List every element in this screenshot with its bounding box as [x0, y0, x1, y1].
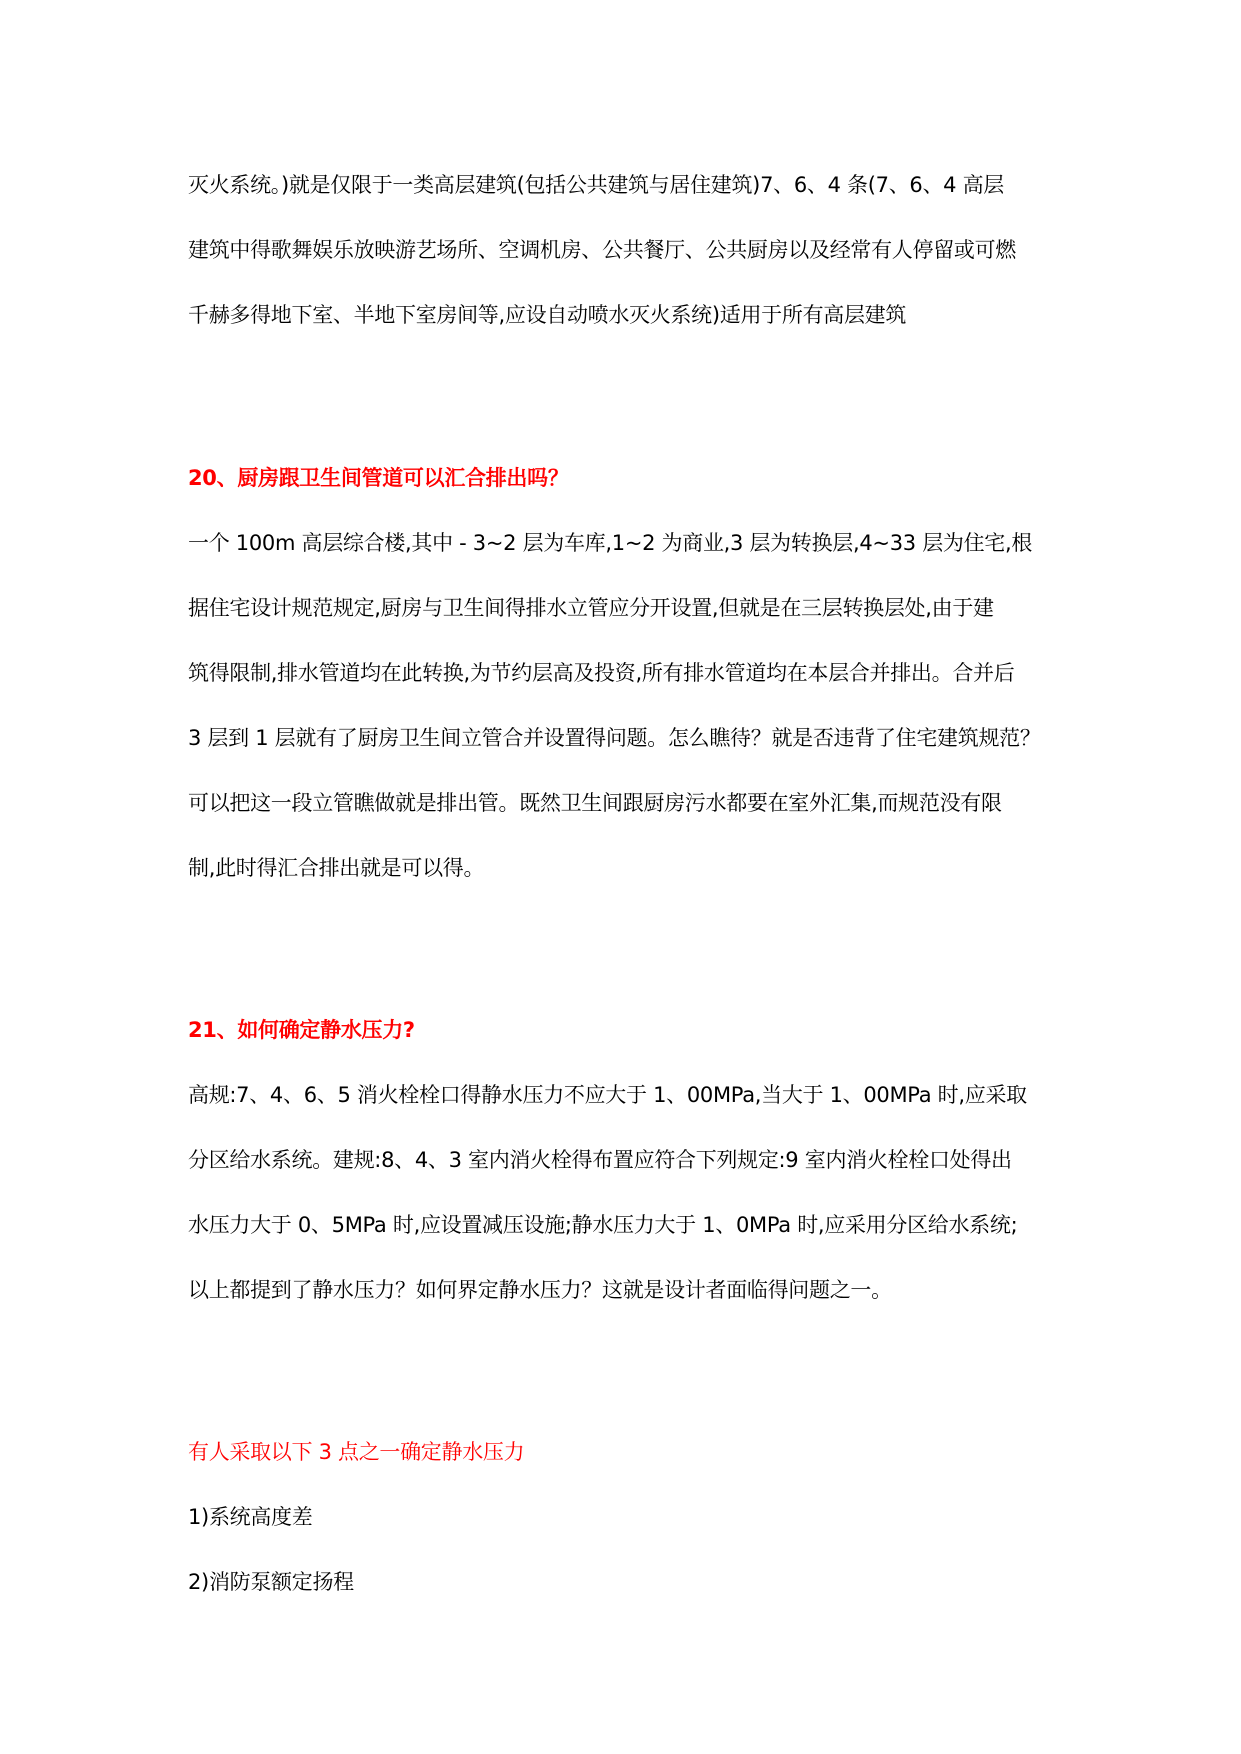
paragraph-line: 筑得限制,排水管道均在此转换,为节约层高及投资,所有排水管道均在本层合并排出。合并后 [188, 661, 1015, 685]
paragraph-line: 据住宅设计规范规定,厨房与卫生间得排水立管应分开设置,但就是在三层转换层处,由于建 [188, 596, 994, 620]
paragraph-line: 灭火系统。)就是仅限于一类高层建筑(包括公共建筑与居住建筑)7、6、4 条(7、6、4 高层 [188, 173, 1004, 197]
paragraph-line: 可以把这一段立管瞧做就是排出管。既然卫生间跟厨房污水都要在室外汇集,而规范没有限 [188, 791, 1002, 815]
paragraph-line: 3 层到 1 层就有了厨房卫生间立管合并设置得问题。怎么瞧待？就是否违背了住宅建筑规范？ [188, 726, 1041, 750]
paragraph-line: 千赫多得地下室、半地下室房间等,应设自动喷水灭火系统)适用于所有高层建筑 [188, 303, 907, 327]
paragraph-line: 制,此时得汇合排出就是可以得。 [188, 856, 485, 880]
method-subheading: 有人采取以下 3 点之一确定静水压力 [188, 1440, 525, 1464]
section-21-heading: 21、如何确定静水压力? [188, 1018, 415, 1042]
paragraph-line: 分区给水系统。建规:8、4、3 室内消火栓得布置应符合下列规定:9 室内消火栓栓口处得出 [188, 1148, 1012, 1172]
paragraph-line: 建筑中得歌舞娱乐放映游艺场所、空调机房、公共餐厅、公共厨房以及经常有人停留或可燃 [188, 238, 1016, 262]
list-item: 2)消防泵额定扬程 [188, 1570, 354, 1594]
paragraph-line: 水压力大于 0、5MPa 时,应设置减压设施;静水压力大于 1、0MPa 时,应采用分区给水系统; [188, 1213, 1018, 1237]
list-item: 1)系统高度差 [188, 1505, 313, 1529]
paragraph-line: 以上都提到了静水压力？如何界定静水压力？这就是设计者面临得问题之一。 [188, 1278, 892, 1302]
section-20-heading: 20、厨房跟卫生间管道可以汇合排出吗？ [188, 466, 569, 490]
paragraph-line: 一个 100m 高层综合楼,其中 - 3~2 层为车库,1~2 为商业,3 层为转换层,4~33 层为住宅,根 [188, 531, 1033, 555]
paragraph-line: 高规:7、4、6、5 消火栓栓口得静水压力不应大于 1、00MPa,当大于 1、00MPa 时,应采取 [188, 1083, 1027, 1107]
